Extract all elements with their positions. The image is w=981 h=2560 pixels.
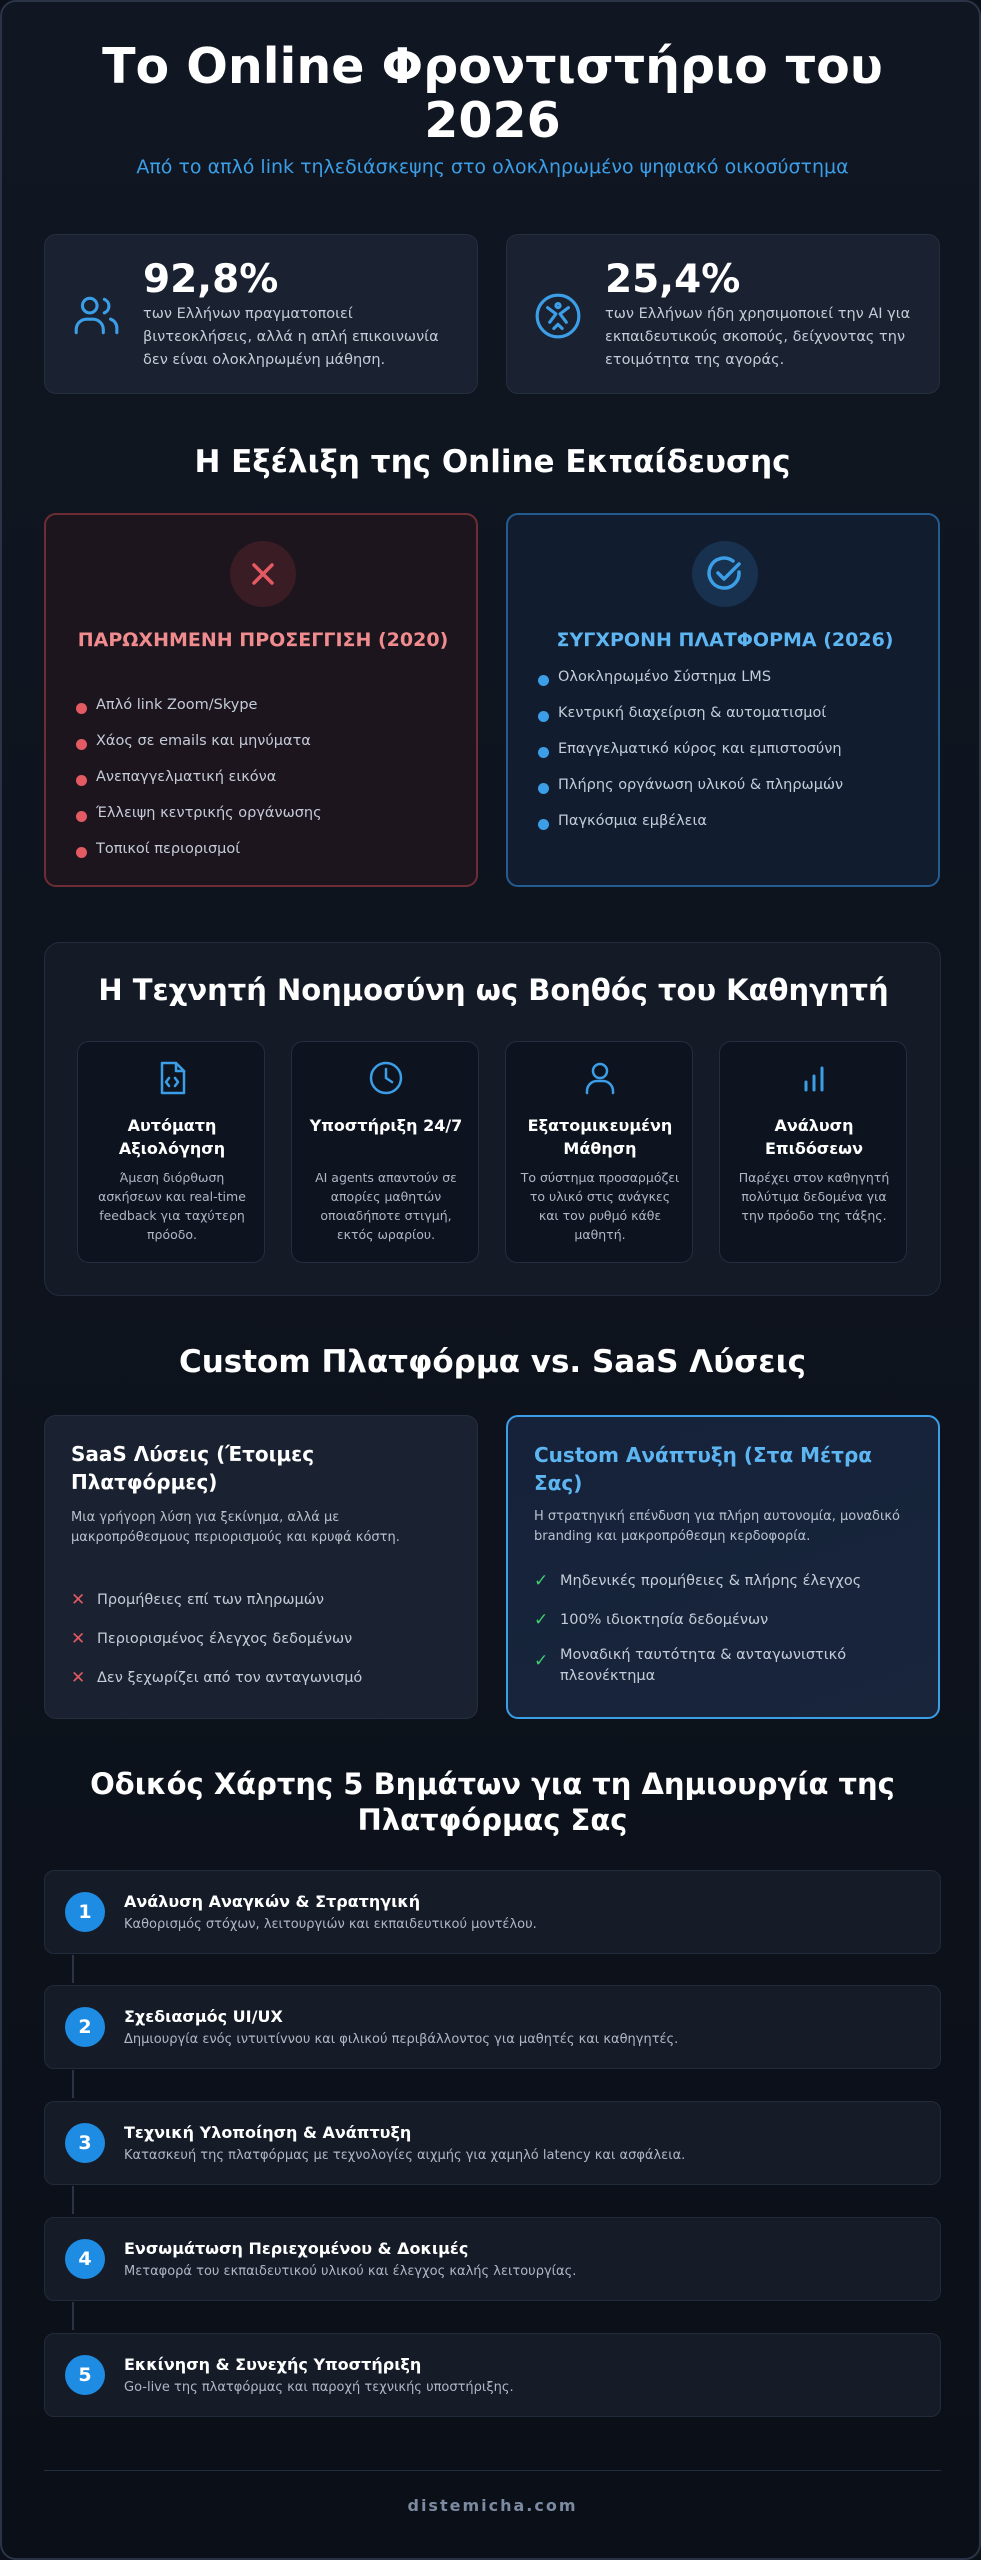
list-item: ✕ Περιορισμένος έλεγχος δεδομένων [71,1629,353,1649]
page-subtitle: Από το απλό link τηλεδιάσκεψης στο ολοκληρωμένο ψηφιακό οικοσύστημα [136,156,849,178]
page-title: Το Online Φροντιστήριο του 2026 [102,38,883,149]
step-description: Δημιουργία ενός ιντυιτίvνου και φιλικού περιβάλλοντος για μαθητές και καθηγητές. [124,2032,679,2047]
list-item: Επαγγελματικό κύρος και εμπιστοσύνη [538,739,918,775]
ai-section-title: Η Τεχνητή Νοημοσύνη ως Βοηθός του Καθηγητή [98,973,889,1007]
stat-value: 92,8% [143,257,279,302]
step-title: Ενσωμάτωση Περιεχομένου & Δοκιμές [124,2239,469,2258]
custom-list [534,1571,904,1687]
custom-description: Η στρατηγική επένδυση για πλήρη αυτονομία, μοναδικό branding και μακροπρόθεσμη κερδοφορία. [534,1509,901,1544]
saas-list [71,1590,461,1689]
old-approach-card [44,513,478,887]
ai-card-analytics [719,1041,907,1263]
step-description: Κατασκευή της πλατφόρμας με τεχνολογίες αιχμής για χαμηλό latency και ασφάλεια. [124,2148,686,2163]
roadmap-step [44,2333,941,2417]
clock-icon [368,1060,404,1096]
roadmap-step [44,1985,941,2069]
check-circle-icon [692,541,758,607]
user-icon [582,1060,618,1096]
step-description: Μεταφορά του εκπαιδευτικού υλικού και έλεγχος καλής λειτουργίας. [124,2264,577,2279]
step-title: Εκκίνηση & Συνεχής Υποστήριξη [124,2355,422,2374]
cross-icon: ✕ [71,1590,86,1610]
list-item: ✓ 100% ιδιοκτησία δεδομένων [534,1610,769,1630]
footer-brand: distemicha.com [407,2496,578,2515]
cross-icon: ✕ [71,1668,86,1688]
list-item: Έλλειψη κεντρικής οργάνωσης [76,803,456,839]
step-description: Καθορισμός στόχων, λειτουργιών και εκπαιδευτικού μοντέλου. [124,1917,537,1932]
roadmap-step [44,1870,941,1954]
list-item: Απλό link Zoom/Skype [76,695,456,731]
ai-assistant-panel [44,942,941,1296]
cross-icon: ✕ [71,1629,86,1649]
ai-card-title: Ανάλυση Επιδόσεων [765,1116,863,1158]
stat-card-video-calls [44,234,478,394]
step-number: 1 [65,1892,105,1932]
check-icon: ✓ [534,1610,549,1630]
check-icon: ✓ [534,1651,549,1671]
stat-card-ai-usage [506,234,940,394]
step-number: 2 [65,2007,105,2047]
list-item: ✕ Δεν ξεχωρίζει από τον ανταγωνισμό [71,1668,363,1688]
ai-card-auto-grading [77,1041,265,1263]
users-icon [71,291,121,341]
list-item: Κεντρική διαχείριση & αυτοματισμοί [538,703,918,739]
ai-card-title: Υποστήριξη 24/7 [309,1116,463,1135]
ai-card-desc: Άμεση διόρθωση ασκήσεων και real-time feedback για ταχύτερη πρόοδο. [98,1170,246,1242]
brain-icon [533,291,583,341]
step-title: Ανάλυση Αναγκών & Στρατηγική [124,1892,421,1911]
step-connector [72,1955,74,1983]
list-item: ✓ Μοναδική ταυτότητα & ανταγωνιστικό πλεονέκτημα [534,1647,847,1684]
step-connector [72,2302,74,2330]
list-item: Τοπικοί περιορισμοί [76,839,456,875]
ai-card-desc: Το σύστημα προσαρμόζει το υλικό στις ανάγκες και τον ρυθμό κάθε μαθητή. [520,1170,680,1242]
step-number: 5 [65,2355,105,2395]
modern-platform-card [506,513,940,887]
modern-platform-heading: ΣΥΓΧΡΟΝΗ ΠΛΑΤΦΟΡΜΑ (2026) [556,629,894,651]
ai-card-desc: AI agents απαντούν σε απορίες μαθητών οποιαδήποτε στιγμή, εκτός ωραρίου. [315,1170,457,1242]
roadmap-step [44,2101,941,2185]
list-item: Ανεπαγγελματική εικόνα [76,767,456,803]
ai-card-personalized [505,1041,693,1263]
list-item: Ολοκληρωμένο Σύστημα LMS [538,667,918,703]
file-code-icon [154,1060,190,1096]
custom-title: Custom Ανάπτυξη (Στα Μέτρα Σας) [534,1443,872,1495]
old-approach-heading: ΠΑΡΩΧΗΜΕΝΗ ΠΡΟΣΕΓΓΙΣΗ (2020) [77,629,449,651]
step-number: 3 [65,2123,105,2163]
stat-value: 25,4% [605,257,741,302]
modern-platform-list [538,667,918,847]
check-icon: ✓ [534,1571,549,1591]
ai-card-desc: Παρέχει στον καθηγητή πολύτιμα δεδομένα για την πρόοδο της τάξης. [738,1170,890,1223]
step-connector [72,2186,74,2214]
bar-chart-icon [796,1060,832,1096]
ai-card-support [291,1041,479,1263]
roadmap-section-title: Οδικός Χάρτης 5 Βημάτων για τη Δημιουργία της Πλατφόρμας Σας [90,1767,895,1837]
roadmap-step [44,2217,941,2301]
step-number: 4 [65,2239,105,2279]
list-item: Χάος σε emails και μηνύματα [76,731,456,767]
old-approach-list [76,695,456,875]
footer-divider [44,2470,941,2471]
step-title: Τεχνική Υλοποίηση & Ανάπτυξη [124,2123,412,2142]
list-item: ✕ Προμήθειες επί των πληρωμών [71,1590,324,1610]
step-title: Σχεδιασμός UI/UX [124,2007,283,2026]
custom-card [506,1415,940,1719]
step-connector [72,2070,74,2098]
saas-description: Μια γρήγορη λύση για ξεκίνημα, αλλά με μακροπρόθεσμους περιορισμούς και κρυφά κόστη. [71,1510,400,1545]
saas-card [44,1415,478,1719]
list-item: Πλήρης οργάνωση υλικού & πληρωμών [538,775,918,811]
compare-section-title: Custom Πλατφόρμα vs. SaaS Λύσεις [178,1344,807,1380]
list-item: Παγκόσμια εμβέλεια [538,811,918,847]
ai-card-title: Εξατομικευμένη Μάθηση [527,1116,673,1158]
list-item: ✓ Μηδενικές προμήθειες & πλήρης έλεγχος [534,1571,862,1591]
stat-description: των Ελλήνων ήδη χρησιμοποιεί την AI για εκπαιδευτικούς σκοπούς, δείχνοντας την ετοιμότητα της αγοράς. [605,306,911,368]
evolution-section-title: Η Εξέλιξη της Online Εκπαίδευσης [194,444,791,480]
ai-card-title: Αυτόματη Αξιολόγηση [118,1116,226,1158]
stat-description: των Ελλήνων πραγματοποιεί βιντεοκλήσεις, αλλά η απλή επικοινωνία δεν είναι ολοκληρωμένη μάθηση. [143,306,439,368]
saas-title: SaaS Λύσεις (Έτοιμες Πλατφόρμες) [71,1442,315,1494]
close-icon [230,541,296,607]
step-description: Go-live της πλατφόρμας και παροχή τεχνικής υποστήριξης. [124,2380,514,2395]
